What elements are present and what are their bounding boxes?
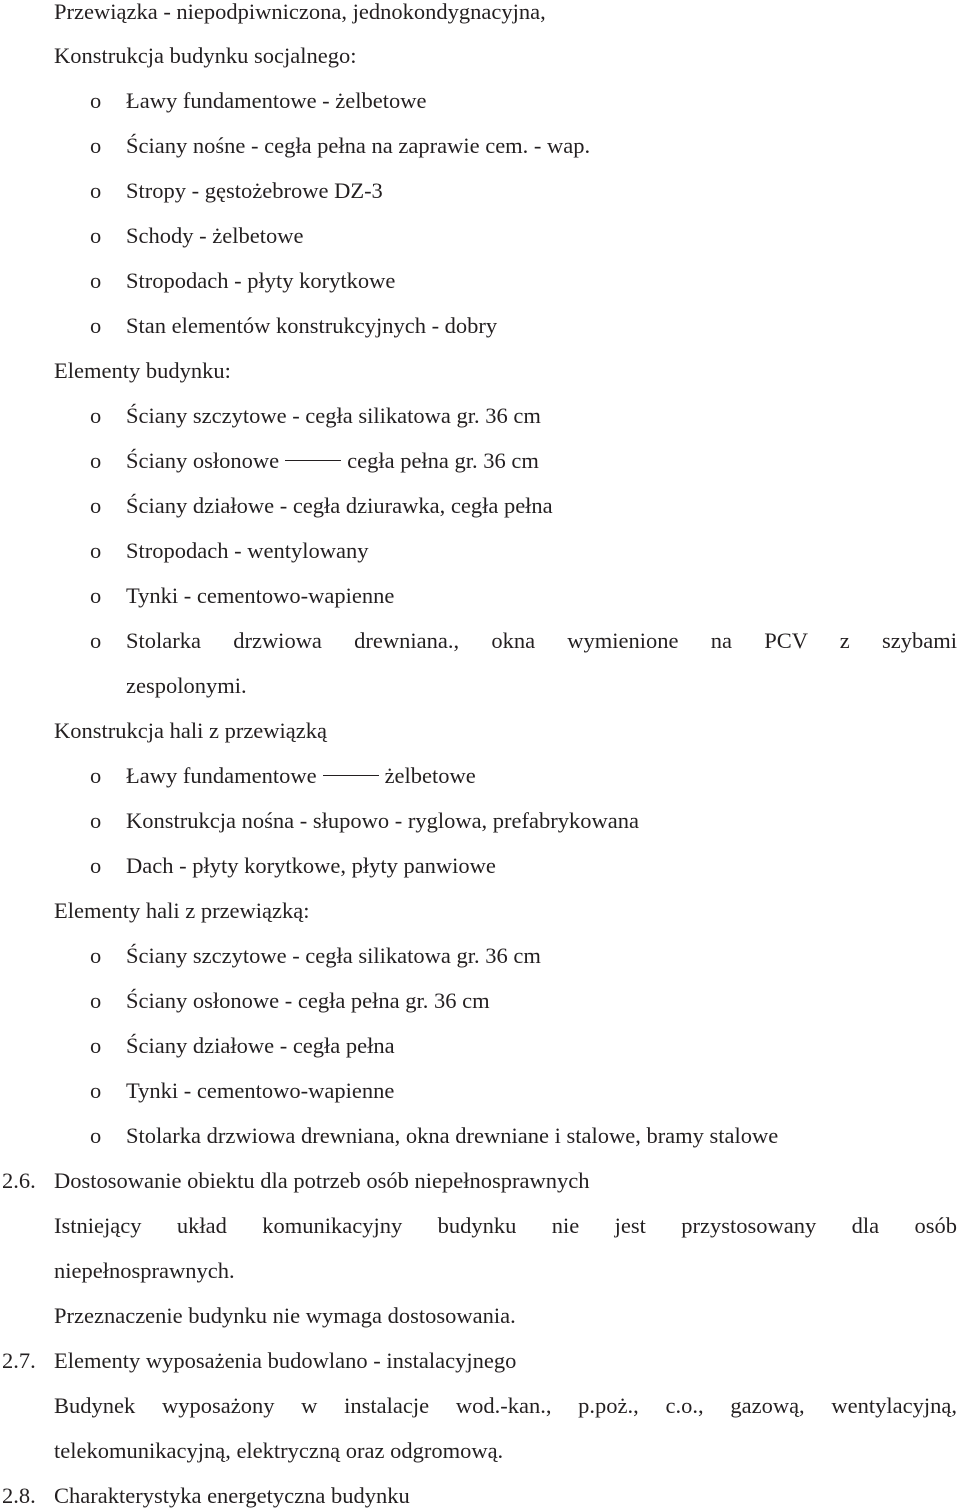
- bullet-marker: o: [90, 943, 102, 968]
- list-item-text: Stolarka drzwiowa drewniana, okna drewniane i stalowe, bramy stalowe: [126, 1123, 779, 1148]
- list-item-text: Ściany działowe - cegła dziurawka, cegła pełna: [126, 493, 553, 518]
- bullet-marker: o: [90, 628, 102, 653]
- list-item-text: Ściany szczytowe - cegła silikatowa gr. 36 cm: [126, 403, 541, 428]
- bullet-marker: o: [90, 313, 102, 338]
- list-item-text-part: Ławy fundamentowe: [126, 763, 317, 788]
- paragraph-text: niepełnosprawnych.: [54, 1258, 235, 1283]
- bullet-marker: o: [90, 1033, 102, 1058]
- section-title: Elementy wyposażenia budowlano - instalacyjnego: [54, 1348, 517, 1373]
- list-item: [0, 265, 960, 297]
- list-item: [0, 310, 960, 342]
- list-item-text-part: żelbetowe: [384, 763, 476, 788]
- paragraph-text: Przewiązka - niepodpiwniczona, jednokondygnacyjna,: [54, 0, 546, 24]
- bullet-marker: o: [90, 763, 102, 788]
- bullet-marker: o: [90, 538, 102, 563]
- list-item: [0, 850, 960, 882]
- bullet-marker: o: [90, 493, 102, 518]
- text-line: [0, 1255, 960, 1287]
- list-item-text: Tynki - cementowo-wapienne: [126, 583, 395, 608]
- section-number: 2.7.: [2, 1348, 36, 1373]
- list-item: [0, 985, 960, 1017]
- list-item-text: Stropodach - płyty korytkowe: [126, 268, 396, 293]
- list-item-text: Stolarka drzwiowa drewniana., okna wymienione na PCV z szybami: [126, 628, 957, 653]
- text-line: [0, 1390, 960, 1422]
- list-item-text: Stropodach - wentylowany: [126, 538, 369, 563]
- list-item: [0, 175, 960, 207]
- list-item: [0, 760, 960, 792]
- section-number: 2.8.: [2, 1483, 36, 1508]
- paragraph-text: Przeznaczenie budynku nie wymaga dostosowania.: [54, 1303, 516, 1328]
- bullet-marker: o: [90, 853, 102, 878]
- list-item-text: Schody - żelbetowe: [126, 223, 304, 248]
- section-heading-line: [0, 1480, 960, 1512]
- section-title: Charakterystyka energetyczna budynku: [54, 1483, 410, 1508]
- list-item: [0, 535, 960, 567]
- bullet-marker: o: [90, 808, 102, 833]
- text-line: [0, 895, 960, 927]
- list-item-text: Ściany szczytowe - cegła silikatowa gr. 36 cm: [126, 943, 541, 968]
- em-dash-line: [323, 775, 379, 776]
- bullet-marker: o: [90, 223, 102, 248]
- text-line: [0, 355, 960, 387]
- section-heading: Elementy hali z przewiązką:: [54, 898, 310, 923]
- bullet-marker: o: [90, 403, 102, 428]
- bullet-marker: o: [90, 88, 102, 113]
- list-item-text: Tynki - cementowo-wapienne: [126, 1078, 395, 1103]
- list-item-text: Ściany osłonowe - cegła pełna gr. 36 cm: [126, 988, 490, 1013]
- list-item-text: [126, 445, 539, 477]
- text-line: [0, 1210, 960, 1242]
- text-line: [0, 0, 960, 28]
- list-item-text: Stan elementów konstrukcyjnych - dobry: [126, 313, 498, 338]
- section-heading: Konstrukcja hali z przewiązką: [54, 718, 327, 743]
- list-item: [0, 445, 960, 477]
- section-heading-line: [0, 1345, 960, 1377]
- list-item-text-part: Ściany osłonowe: [126, 448, 280, 473]
- bullet-marker: o: [90, 988, 102, 1013]
- list-item: [0, 940, 960, 972]
- text-line: [0, 1435, 960, 1467]
- list-item: [0, 130, 960, 162]
- list-item-text: [126, 760, 476, 792]
- list-item-text: Dach - płyty korytkowe, płyty panwiowe: [126, 853, 496, 878]
- paragraph-text: telekomunikacyjną, elektryczną oraz odgromową.: [54, 1438, 504, 1463]
- section-title: Dostosowanie obiektu dla potrzeb osób niepełnosprawnych: [54, 1168, 590, 1193]
- list-item-text: Ławy fundamentowe - żelbetowe: [126, 88, 427, 113]
- bullet-marker: o: [90, 583, 102, 608]
- em-dash-line: [285, 460, 341, 461]
- text-line: [0, 715, 960, 747]
- list-item: [0, 490, 960, 522]
- bullet-marker: o: [90, 448, 102, 473]
- list-item: [0, 580, 960, 612]
- list-item-text: zespolonymi.: [126, 673, 247, 698]
- list-item-text: Stropy - gęstożebrowe DZ-3: [126, 178, 383, 203]
- list-item: [0, 220, 960, 252]
- section-heading-line: [0, 1165, 960, 1197]
- section-heading: Elementy budynku:: [54, 358, 231, 383]
- bullet-marker: o: [90, 1078, 102, 1103]
- list-item: [0, 1120, 960, 1152]
- paragraph-text: Istniejący układ komunikacyjny budynku nie jest przystosowany dla osób: [54, 1213, 957, 1238]
- list-item: [0, 1075, 960, 1107]
- section-heading: Konstrukcja budynku socjalnego:: [54, 43, 357, 68]
- paragraph-text: Budynek wyposażony w instalacje wod.-kan., p.poż., c.o., gazową, wentylacyjną,: [54, 1393, 957, 1418]
- list-item-text: Konstrukcja nośna - słupowo - ryglowa, prefabrykowana: [126, 808, 639, 833]
- bullet-marker: o: [90, 178, 102, 203]
- list-item-continuation: [0, 670, 960, 702]
- list-item: [0, 85, 960, 117]
- list-item: [0, 625, 960, 657]
- bullet-marker: o: [90, 133, 102, 158]
- list-item: [0, 805, 960, 837]
- text-line: [0, 40, 960, 72]
- bullet-marker: o: [90, 268, 102, 293]
- bullet-marker: o: [90, 1123, 102, 1148]
- section-number: 2.6.: [2, 1168, 36, 1193]
- list-item-text: Ściany nośne - cegła pełna na zaprawie cem. - wap.: [126, 133, 591, 158]
- list-item-text: Ściany działowe - cegła pełna: [126, 1033, 395, 1058]
- text-line: [0, 1300, 960, 1332]
- list-item-text-part: cegła pełna gr. 36 cm: [347, 448, 539, 473]
- list-item: [0, 1030, 960, 1062]
- list-item: [0, 400, 960, 432]
